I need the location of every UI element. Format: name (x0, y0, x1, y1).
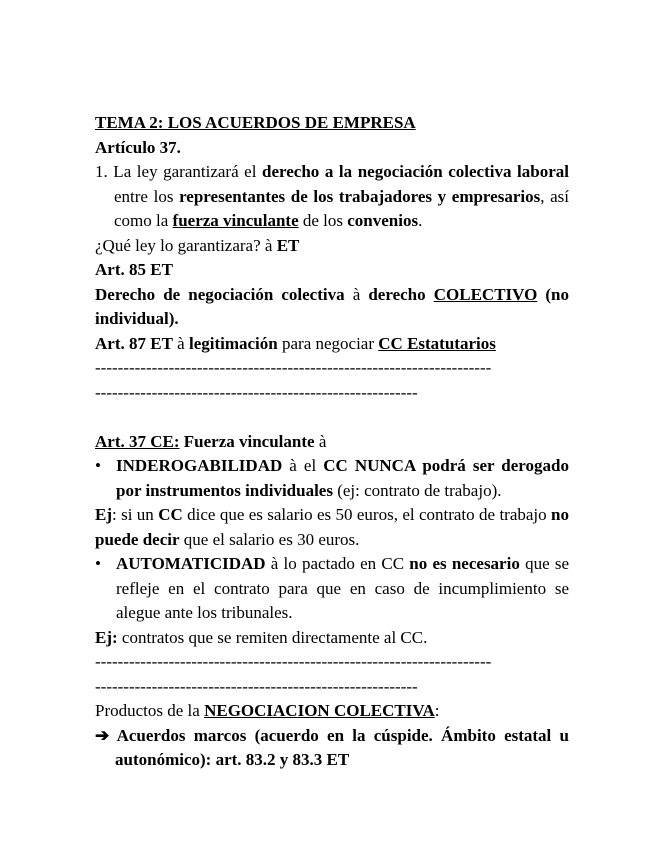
text-run: à el (282, 456, 324, 475)
underlined-run: NEGOCIACION COLECTIVA (204, 701, 435, 720)
article-85-line: Art. 85 ET (95, 260, 173, 279)
bold-run: CC NUNCA podrá ser derogado por instrumentos individuales (116, 456, 569, 500)
document-body (95, 111, 569, 773)
underlined-run: Art. 37 CE: (95, 431, 180, 451)
bold-run: Acuerdos marcos (acuerdo en la cúspide. Ámbito estatal u autonómico): art. 83.2 y 83.3 ET (109, 725, 569, 769)
bold-run: representantes de los trabajadores y empresarios (179, 186, 541, 206)
text-run: à lo pactado en CC (265, 554, 410, 573)
text-run: de los (298, 211, 348, 230)
example-1 (95, 503, 569, 552)
bold-run: Derecho de negociación colectiva (95, 284, 345, 304)
bold-run: Fuerza vinculante (179, 431, 315, 451)
underlined-run: COLECTIVO (433, 284, 538, 304)
bold-run: Ej: (95, 627, 118, 647)
underlined-run: fuerza vinculante (172, 211, 299, 230)
bold-run: Art. 87 ET (95, 333, 173, 353)
text-run: contratos que se remiten directamente al CC. (117, 627, 428, 647)
paragraph-1 (95, 160, 569, 234)
text-run: dice que es salario es 50 euros, el contrato de trabajo (182, 505, 552, 524)
text-run: ¿Qué ley lo garantizara? à (95, 235, 277, 255)
paragraph-number: 1. (95, 162, 108, 181)
bullet-icon: • (95, 456, 101, 475)
text-run: para negociar (277, 333, 379, 353)
dashed-separator: ---------------------------------------------------------------------- (95, 358, 492, 377)
arrow-list-item (95, 724, 569, 773)
bullet-item-inderogabilidad (95, 454, 569, 503)
text-run: à (344, 284, 369, 304)
dashed-separator: --------------------------------------------------------- (95, 382, 418, 402)
text-run: : (434, 701, 440, 720)
bold-run: legitimación (188, 333, 278, 353)
bold-run: derecho a la negociación colectiva laboral (262, 162, 569, 181)
document-title: TEMA 2: LOS ACUERDOS DE EMPRESA (95, 113, 416, 132)
bold-run: convenios (347, 211, 419, 230)
text-run: . (418, 211, 423, 230)
text-run: entre los (114, 186, 180, 206)
text-run: que se refleje en el contrato para que en caso de incumplimiento se alegue ante los tribunales. (116, 554, 570, 622)
text-run: à (314, 431, 327, 451)
text-run: La ley garantizará el (107, 162, 263, 181)
dashed-separator: ---------------------------------------------------------------------- (95, 652, 492, 671)
article-87-line (95, 332, 569, 357)
blank-line (95, 405, 569, 430)
dashed-separator: --------------------------------------------------------- (95, 676, 418, 696)
bold-run: ET (276, 235, 300, 255)
arrow-right-icon: ➔ (95, 725, 110, 745)
text-run: Productos de la (95, 701, 205, 720)
question-line (95, 234, 569, 259)
text-run: (ej: contrato de trabajo). (332, 480, 502, 500)
derecho-line (95, 283, 569, 332)
article-heading: Artículo 37. (95, 137, 181, 157)
underlined-run: CC Estatutarios (378, 333, 496, 353)
bold-run: CC (158, 505, 183, 524)
bold-run: no puede decir (95, 505, 569, 549)
text-run: que el salario es 30 euros. (179, 529, 360, 549)
bold-run: (no individual). (95, 284, 570, 328)
bold-run: derecho (368, 284, 426, 304)
productos-line (95, 699, 569, 724)
bold-run: no es necesario (409, 554, 520, 573)
bold-run: AUTOMATICIDAD (116, 554, 266, 573)
text-run: : si un (112, 505, 159, 524)
bullet-item-automaticidad (95, 552, 569, 626)
bold-run: INDEROGABILIDAD (116, 456, 283, 475)
article-37-line (95, 430, 569, 455)
example-2 (95, 626, 569, 651)
bold-run: Ej (95, 505, 112, 524)
text-run: , así como la (114, 186, 569, 230)
text-run: à (172, 333, 189, 353)
bullet-icon: • (95, 554, 101, 573)
